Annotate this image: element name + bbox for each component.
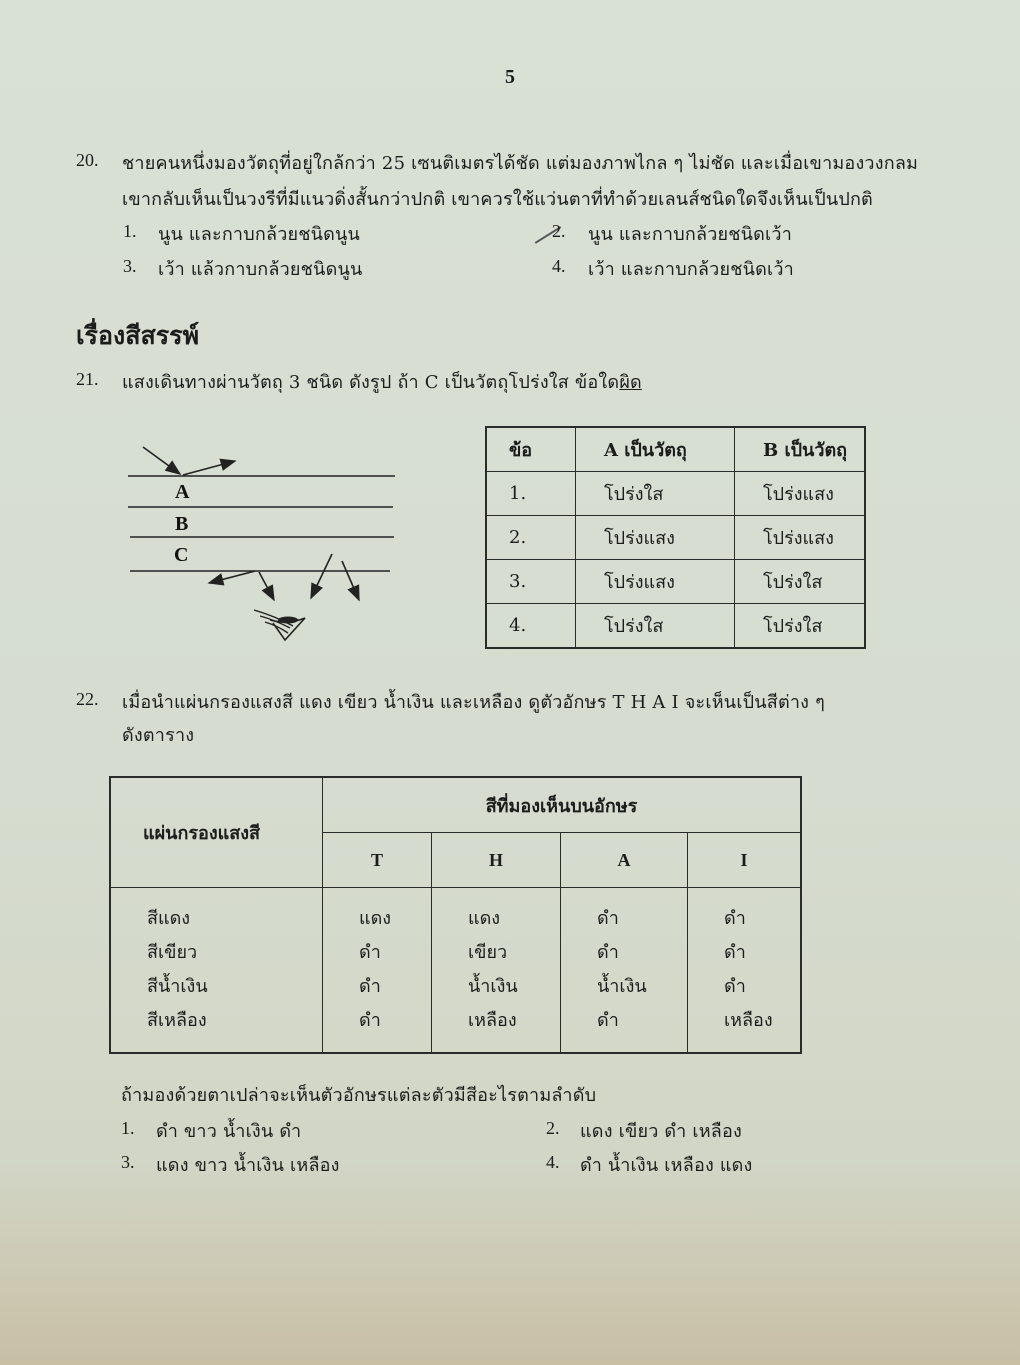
choice-number: 3.: [123, 256, 137, 276]
table-row: [486, 560, 865, 604]
color-filter-table: [109, 776, 802, 1054]
table-row: [486, 472, 865, 516]
question-text-line1: ชายคนหนึ่งมองวัตถุที่อยู่ใกล้กว่า 25 เซนติเมตรได้ชัด แต่มองภาพไกล ๆ ไม่ชัด และเมื่อเขามองวงกลม: [122, 153, 919, 174]
question-text-line1: เมื่อนำแผ่นกรองแสงสี แดง เขียว น้ำเงิน และเหลือง ดูตัวอักษร T H A I จะเห็นเป็นสีต่าง ๆ: [122, 692, 825, 713]
table-cell: ดำ: [359, 1010, 381, 1031]
table-cell: เหลือง: [468, 1010, 517, 1031]
table-header-row: [110, 777, 801, 833]
row-header: แผ่นกรองแสงสี: [110, 777, 323, 888]
question-number: 22.: [76, 689, 99, 709]
question-text: แสงเดินทางผ่านวัตถุ 3 ชนิด ดังรูป ถ้า C เป็นวัตถุโปร่งใส ข้อใดผิด: [122, 372, 642, 393]
q21-answer-table: [485, 426, 866, 649]
emphasis-wrong: ผิด: [619, 372, 642, 393]
table-cell: 3.: [486, 560, 576, 604]
choice-text: แดง ขาว น้ำเงิน เหลือง: [156, 1155, 340, 1176]
table-cell: โปร่งแสง: [576, 560, 735, 604]
page-number: 5: [505, 66, 515, 88]
table-cell: 1.: [486, 472, 576, 516]
table-cell: ดำ: [359, 942, 381, 963]
table-cell: โปร่งใส: [576, 604, 735, 649]
header-cell: B เป็นวัตถุ: [735, 427, 866, 472]
letter-header: H: [432, 833, 561, 888]
choice-text: เว้า และกาบกล้วยชนิดเว้า: [588, 259, 794, 280]
table-cell: สีเขียว: [147, 942, 198, 963]
table-cell: น้ำเงิน: [597, 976, 647, 997]
choice-number: 4.: [552, 256, 566, 276]
choice-number: 1.: [121, 1118, 135, 1138]
layer-label-a: A: [175, 481, 190, 503]
choice-text: เว้า แล้วกาบกล้วยชนิดนูน: [158, 259, 363, 280]
letter-header: T: [323, 833, 432, 888]
choice-text: นูน และกาบกล้วยชนิดนูน: [158, 224, 361, 245]
table-cell: ดำ: [597, 908, 619, 929]
light-path-diagram: [110, 430, 410, 650]
choice-number: 2.: [546, 1118, 560, 1138]
table-cell: สีแดง: [147, 908, 191, 929]
choice-number: 3.: [121, 1152, 135, 1172]
question-number: 21.: [76, 369, 99, 389]
table-header-row: [486, 427, 865, 472]
table-cell: แดง: [468, 908, 501, 929]
table-cell: โปร่งแสง: [735, 516, 866, 560]
question-number: 20.: [76, 150, 99, 170]
letter-h-column: [432, 888, 561, 1054]
table-cell: ดำ: [724, 976, 746, 997]
table-cell: แดง: [359, 908, 392, 929]
filter-column: [110, 888, 323, 1054]
question-text-line2: เขากลับเห็นเป็นวงรีที่มีแนวดิ่งสั้นกว่าปกติ เขาควรใช้แว่นตาที่ทำด้วยเลนส์ชนิดใดจึงเห็นเป็นปกติ: [122, 189, 873, 210]
table-cell: โปร่งแสง: [735, 472, 866, 516]
letter-t-column: [323, 888, 432, 1054]
choice-text: นูน และกาบกล้วยชนิดเว้า: [588, 224, 793, 245]
table-cell: ดำ: [597, 942, 619, 963]
table-cell: น้ำเงิน: [468, 976, 518, 997]
letter-i-column: [688, 888, 802, 1054]
choice-number: 2.: [552, 221, 566, 241]
layer-label-b: B: [175, 513, 189, 535]
table-row: [486, 604, 865, 649]
layer-label-c: C: [174, 544, 189, 566]
table-cell: ดำ: [724, 942, 746, 963]
table-body-row: [110, 888, 801, 1054]
table-cell: โปร่งใส: [735, 604, 866, 649]
header-cell: A เป็นวัตถุ: [576, 427, 735, 472]
section-heading: เรื่องสีสรรพ์: [76, 321, 200, 350]
table-cell: โปร่งใส: [735, 560, 866, 604]
table-cell: โปร่งแสง: [576, 516, 735, 560]
table-cell: สีเหลือง: [147, 1010, 207, 1031]
header-cell: ข้อ: [486, 427, 576, 472]
table-row: [486, 516, 865, 560]
question-text-line2: ดังตาราง: [122, 725, 195, 746]
letter-header: I: [688, 833, 802, 888]
letter-a-column: [561, 888, 688, 1054]
choice-text: ดำ ขาว น้ำเงิน ดำ: [156, 1121, 302, 1142]
choice-number: 1.: [123, 221, 137, 241]
table-cell: เหลือง: [724, 1010, 773, 1031]
table-cell: โปร่งใส: [576, 472, 735, 516]
table-cell: ดำ: [597, 1010, 619, 1031]
table-cell: ดำ: [724, 908, 746, 929]
group-header: สีที่มองเห็นบนอักษร: [323, 777, 802, 833]
table-cell: 4.: [486, 604, 576, 649]
question-prompt: ถ้ามองด้วยตาเปล่าจะเห็นตัวอักษรแต่ละตัวมีสีอะไรตามลำดับ: [121, 1085, 597, 1106]
table-cell: สีน้ำเงิน: [147, 976, 208, 997]
letter-header: A: [561, 833, 688, 888]
table-cell: เขียว: [468, 942, 508, 963]
choice-text: ดำ น้ำเงิน เหลือง แดง: [580, 1155, 753, 1176]
table-cell: 2.: [486, 516, 576, 560]
table-cell: ดำ: [359, 976, 381, 997]
choice-number: 4.: [546, 1152, 560, 1172]
choice-text: แดง เขียว ดำ เหลือง: [580, 1121, 743, 1142]
